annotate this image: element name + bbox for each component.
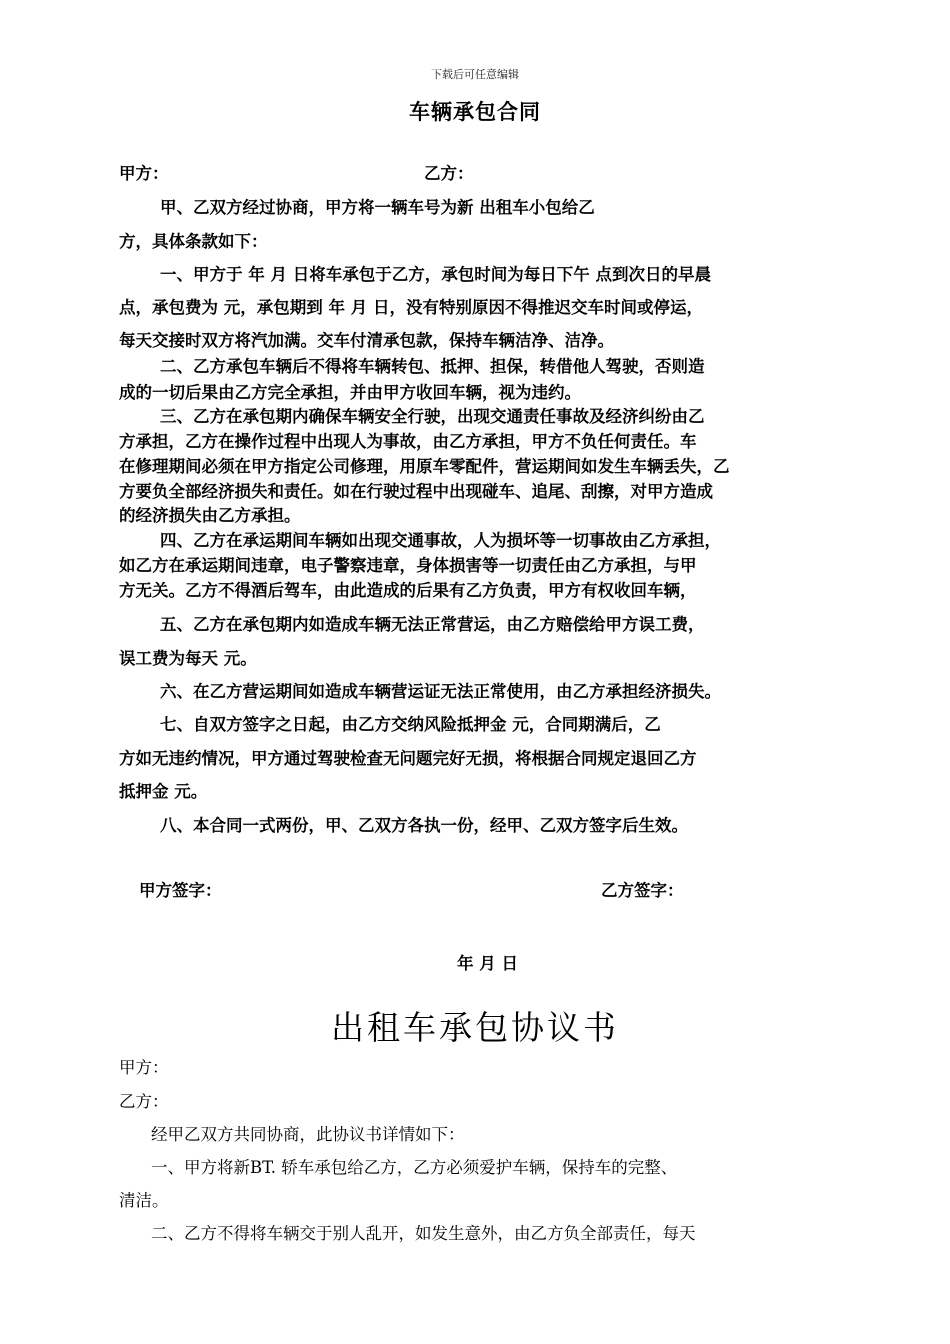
paragraph-line: 经甲乙双方共同协商，此协议书详情如下： xyxy=(151,1125,465,1144)
paragraph-line: 抵押金 元。 xyxy=(119,782,208,801)
paragraph-line: 八、本合同一式两份，甲、乙双方各执一份，经甲、乙双方签字后生效。 xyxy=(160,816,688,835)
paragraph-line: 四、乙方在承运期间车辆如出现交通事故，人为损坏等一切事故由乙方承担， xyxy=(160,531,721,550)
paragraph-line: 如乙方在承运期间违章，电子警察违章，身体损害等一切责任由乙方承担，与甲 xyxy=(119,556,697,575)
paragraph-line: 误工费为每天 元。 xyxy=(119,649,257,668)
paragraph-line: 方，具体条款如下： xyxy=(119,232,268,251)
paragraph-line: 方承担，乙方在操作过程中出现人为事故，由乙方承担，甲方不负任何责任。车 xyxy=(119,432,697,451)
signature-b-label: 乙方签字： xyxy=(601,881,684,900)
paragraph-line: 一、甲方将新BT. 轿车承包给乙方，乙方必须爱护车辆，保持车的完整、 xyxy=(151,1158,678,1177)
paragraph-line: 三、乙方在承包期内确保车辆安全行驶，出现交通责任事故及经济纠纷由乙 xyxy=(160,407,705,426)
paragraph-line: 方如无违约情况，甲方通过驾驶检查无问题完好无损，将根据合同规定退回乙方 xyxy=(119,749,697,768)
party-a-label: 甲方： xyxy=(119,164,169,183)
paragraph-line: 在修理期间必须在甲方指定公司修理，用原车零配件，营运期间如发生车辆丢失，乙 xyxy=(119,457,730,476)
paragraph-line: 方要负全部经济损失和责任。如在行驶过程中出现碰车、追尾、刮擦，对甲方造成 xyxy=(119,482,713,501)
paragraph-line: 清洁。 xyxy=(119,1191,169,1210)
party-b-label: 乙方： xyxy=(424,164,474,183)
paragraph-line: 五、乙方在承包期内如造成车辆无法正常营运，由乙方赔偿给甲方误工费， xyxy=(160,615,705,634)
paragraph-line: 方无关。乙方不得酒后驾车，由此造成的后果有乙方负责，甲方有权收回车辆， xyxy=(119,581,697,600)
paragraph-line: 二、乙方不得将车辆交于别人乱开，如发生意外，由乙方负全部责任，每天 xyxy=(151,1224,696,1243)
contract-title: 车辆承包合同 xyxy=(409,100,541,124)
paragraph-line: 甲、乙双方经过协商，甲方将一辆车号为新 出租车小包给乙 xyxy=(160,198,595,217)
paragraph-line: 的经济损失由乙方承担。 xyxy=(119,506,301,525)
header-note: 下载后可任意编辑 xyxy=(431,68,519,81)
paragraph-line: 七、自双方签字之日起，由乙方交纳风险抵押金 元，合同期满后，乙 xyxy=(160,715,661,734)
agreement-title: 出租车承包协议书 xyxy=(331,1008,619,1047)
party-a-label: 甲方： xyxy=(119,1058,169,1077)
paragraph-line: 点，承包费为 元，承包期到 年 月 日，没有特别原因不得推迟交车时间或停运， xyxy=(119,298,703,317)
paragraph-line: 一、甲方于 年 月 日将车承包于乙方，承包时间为每日下午 点到次日的早晨 xyxy=(160,265,711,284)
paragraph-line: 二、乙方承包车辆后不得将车辆转包、抵押、担保，转借他人驾驶，否则造 xyxy=(160,357,705,376)
date-line: 年 月 日 xyxy=(457,954,518,973)
paragraph-line: 成的一切后果由乙方完全承担，并由甲方收回车辆，视为违约。 xyxy=(119,383,581,402)
paragraph-line: 每天交接时双方将汽加满。交车付清承包款，保持车辆洁净、洁净。 xyxy=(119,331,614,350)
party-b-label: 乙方： xyxy=(119,1092,169,1111)
signature-a-label: 甲方签字： xyxy=(139,881,222,900)
paragraph-line: 六、在乙方营运期间如造成车辆营运证无法正常使用，由乙方承担经济损失。 xyxy=(160,682,721,701)
